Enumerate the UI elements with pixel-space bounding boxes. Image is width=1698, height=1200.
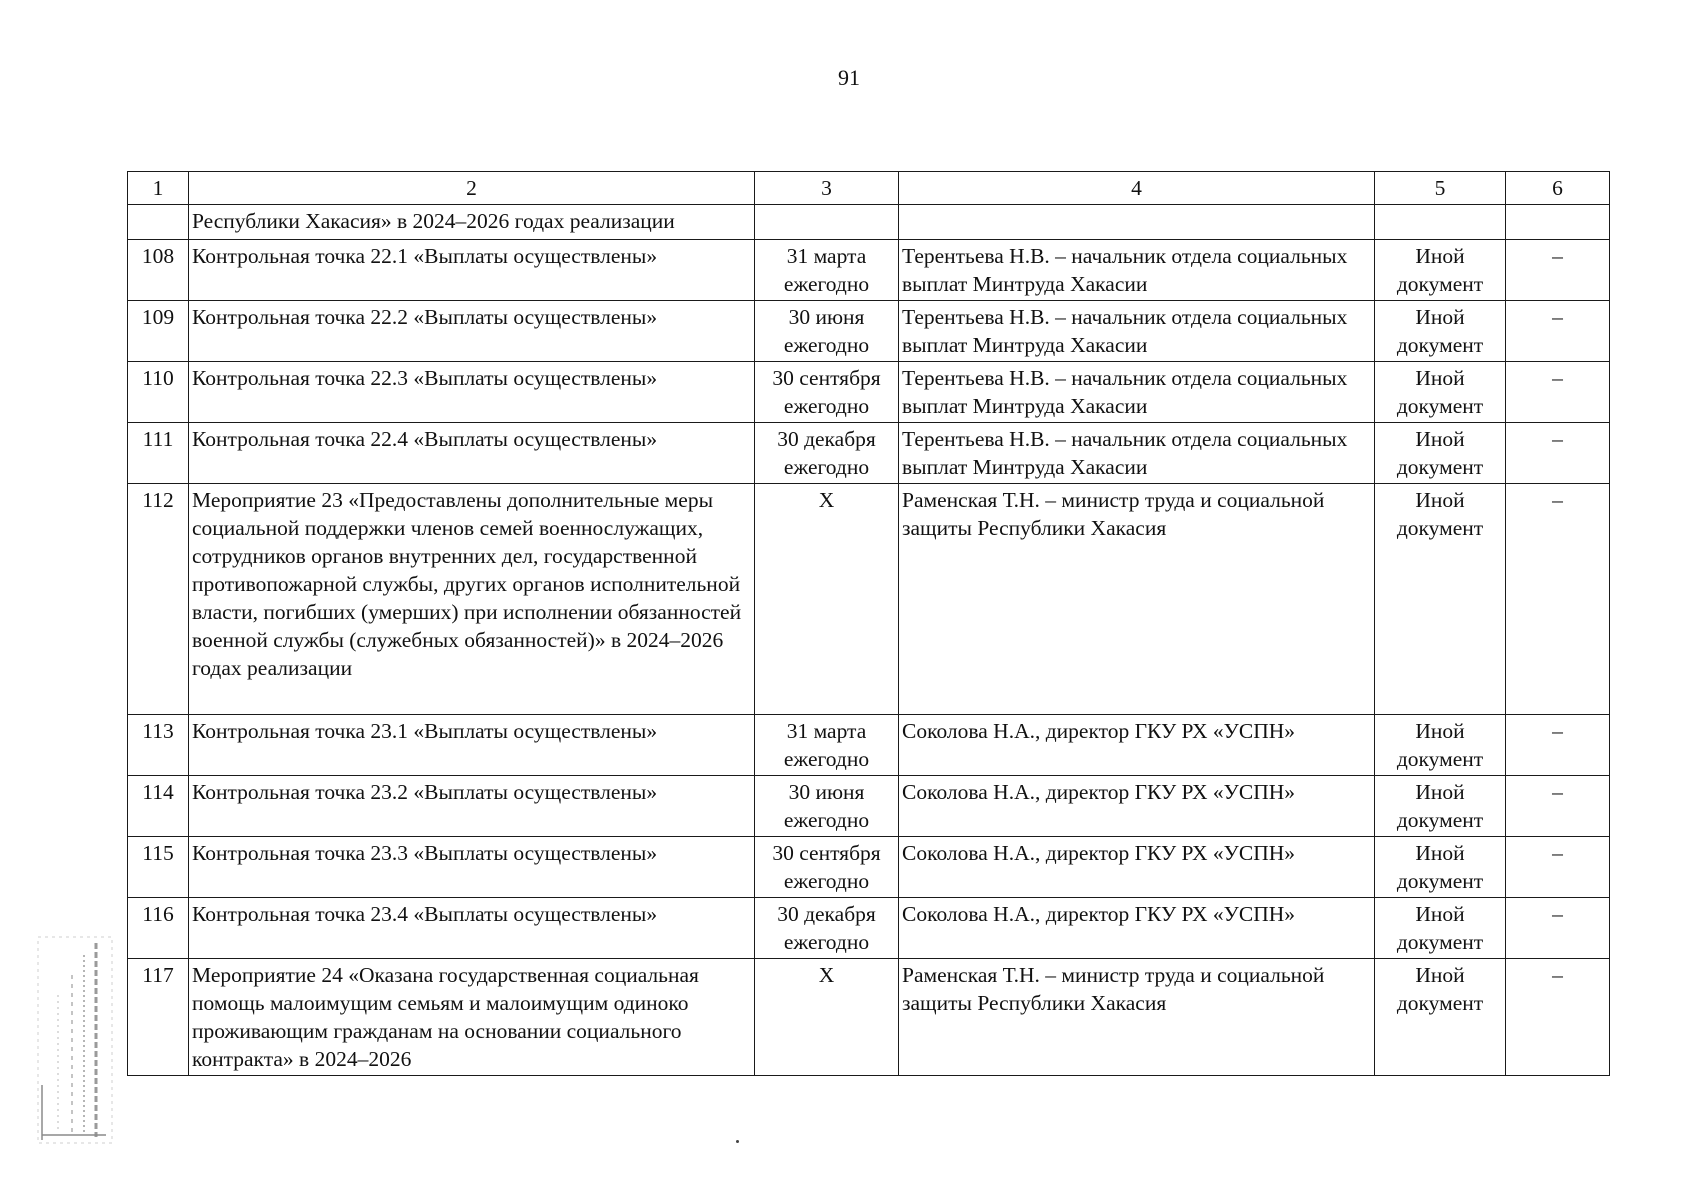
responsible-person: Соколова Н.А., директор ГКУ РХ «УСПН»	[899, 715, 1375, 776]
table-row	[128, 362, 1610, 423]
page-number: 91	[838, 65, 860, 90]
document-type	[1375, 205, 1506, 240]
responsible-person: Соколова Н.А., директор ГКУ РХ «УСПН»	[899, 898, 1375, 959]
table-row	[128, 837, 1610, 898]
table-row	[128, 240, 1610, 301]
document-type: Иной документ	[1375, 301, 1506, 362]
stray-mark	[736, 1140, 739, 1143]
event-name: Контрольная точка 23.1 «Выплаты осуществлены»	[189, 715, 755, 776]
document-type: Иной документ	[1375, 240, 1506, 301]
deadline: 31 марта ежегодно	[755, 715, 899, 776]
deadline: 30 сентября ежегодно	[755, 362, 899, 423]
deadline: 30 декабря ежегодно	[755, 423, 899, 484]
table-header-row	[128, 172, 1610, 205]
deadline: 30 июня ежегодно	[755, 776, 899, 837]
responsible-person: Терентьева Н.В. – начальник отдела социальных выплат Минтруда Хакасии	[899, 240, 1375, 301]
deadline: 30 декабря ежегодно	[755, 898, 899, 959]
responsible-person	[899, 205, 1375, 240]
event-name: Контрольная точка 22.3 «Выплаты осуществлены»	[189, 362, 755, 423]
header-cell: 6	[1506, 172, 1610, 205]
event-name: Контрольная точка 23.3 «Выплаты осуществлены»	[189, 837, 755, 898]
responsible-person: Терентьева Н.В. – начальник отдела социальных выплат Минтруда Хакасии	[899, 423, 1375, 484]
document-type: Иной документ	[1375, 898, 1506, 959]
deadline: 30 июня ежегодно	[755, 301, 899, 362]
header-cell: 1	[128, 172, 189, 205]
mark-cell: –	[1506, 423, 1610, 484]
table-row	[128, 205, 1610, 240]
event-name: Республики Хакасия» в 2024–2026 годах реализации	[189, 205, 755, 240]
mark-cell: –	[1506, 301, 1610, 362]
header-cell: 2	[189, 172, 755, 205]
event-name: Мероприятие 24 «Оказана государственная социальная помощь малоимущим семьям и малоимущим одиноко проживающим гражданам на основании социального контракта» в 2024–2026	[189, 959, 755, 1076]
deadline: Х	[755, 484, 899, 715]
document-type: Иной документ	[1375, 423, 1506, 484]
table-row	[128, 484, 1610, 715]
deadline: 31 марта ежегодно	[755, 240, 899, 301]
deadline	[755, 205, 899, 240]
mark-cell: –	[1506, 898, 1610, 959]
responsible-person: Раменская Т.Н. – министр труда и социальной защиты Республики Хакасия	[899, 959, 1375, 1076]
document-type: Иной документ	[1375, 484, 1506, 715]
event-name: Контрольная точка 22.1 «Выплаты осуществлены»	[189, 240, 755, 301]
document-type: Иной документ	[1375, 776, 1506, 837]
responsible-person: Раменская Т.Н. – министр труда и социальной защиты Республики Хакасия	[899, 484, 1375, 715]
responsible-person: Терентьева Н.В. – начальник отдела социальных выплат Минтруда Хакасии	[899, 301, 1375, 362]
plan-table	[127, 171, 1610, 1076]
table-row	[128, 715, 1610, 776]
registration-stamp-icon	[36, 935, 114, 1145]
event-name: Контрольная точка 22.4 «Выплаты осуществлены»	[189, 423, 755, 484]
mark-cell: –	[1506, 959, 1610, 1076]
row-number: 117	[128, 959, 189, 1076]
deadline: Х	[755, 959, 899, 1076]
table-row	[128, 776, 1610, 837]
document-type: Иной документ	[1375, 715, 1506, 776]
row-number: 113	[128, 715, 189, 776]
event-name: Контрольная точка 23.4 «Выплаты осуществлены»	[189, 898, 755, 959]
row-number: 109	[128, 301, 189, 362]
row-number: 111	[128, 423, 189, 484]
responsible-person: Соколова Н.А., директор ГКУ РХ «УСПН»	[899, 837, 1375, 898]
document-type: Иной документ	[1375, 837, 1506, 898]
row-number: 115	[128, 837, 189, 898]
event-name: Контрольная точка 23.2 «Выплаты осуществлены»	[189, 776, 755, 837]
row-number: 116	[128, 898, 189, 959]
deadline: 30 сентября ежегодно	[755, 837, 899, 898]
document-type: Иной документ	[1375, 362, 1506, 423]
mark-cell	[1506, 205, 1610, 240]
table-row	[128, 959, 1610, 1076]
row-number: 110	[128, 362, 189, 423]
table-row	[128, 301, 1610, 362]
responsible-person: Соколова Н.А., директор ГКУ РХ «УСПН»	[899, 776, 1375, 837]
row-number: 112	[128, 484, 189, 715]
row-number: 108	[128, 240, 189, 301]
mark-cell: –	[1506, 776, 1610, 837]
row-number: 114	[128, 776, 189, 837]
document-type: Иной документ	[1375, 959, 1506, 1076]
header-cell: 5	[1375, 172, 1506, 205]
table-row	[128, 898, 1610, 959]
header-cell: 4	[899, 172, 1375, 205]
mark-cell: –	[1506, 715, 1610, 776]
mark-cell: –	[1506, 362, 1610, 423]
mark-cell: –	[1506, 240, 1610, 301]
mark-cell: –	[1506, 837, 1610, 898]
header-cell: 3	[755, 172, 899, 205]
event-name: Мероприятие 23 «Предоставлены дополнительные меры социальной поддержки членов семей военнослужащих, сотрудников органов внутренних дел, государственной противопожарной службы, других органов исполнительной власти, погибших (умерших) при исполнении обязанностей военной службы (служебных обязанностей)» в 2024–2026 годах реализации	[189, 484, 755, 715]
responsible-person: Терентьева Н.В. – начальник отдела социальных выплат Минтруда Хакасии	[899, 362, 1375, 423]
event-name: Контрольная точка 22.2 «Выплаты осуществлены»	[189, 301, 755, 362]
mark-cell: –	[1506, 484, 1610, 715]
table-row	[128, 423, 1610, 484]
row-number	[128, 205, 189, 240]
